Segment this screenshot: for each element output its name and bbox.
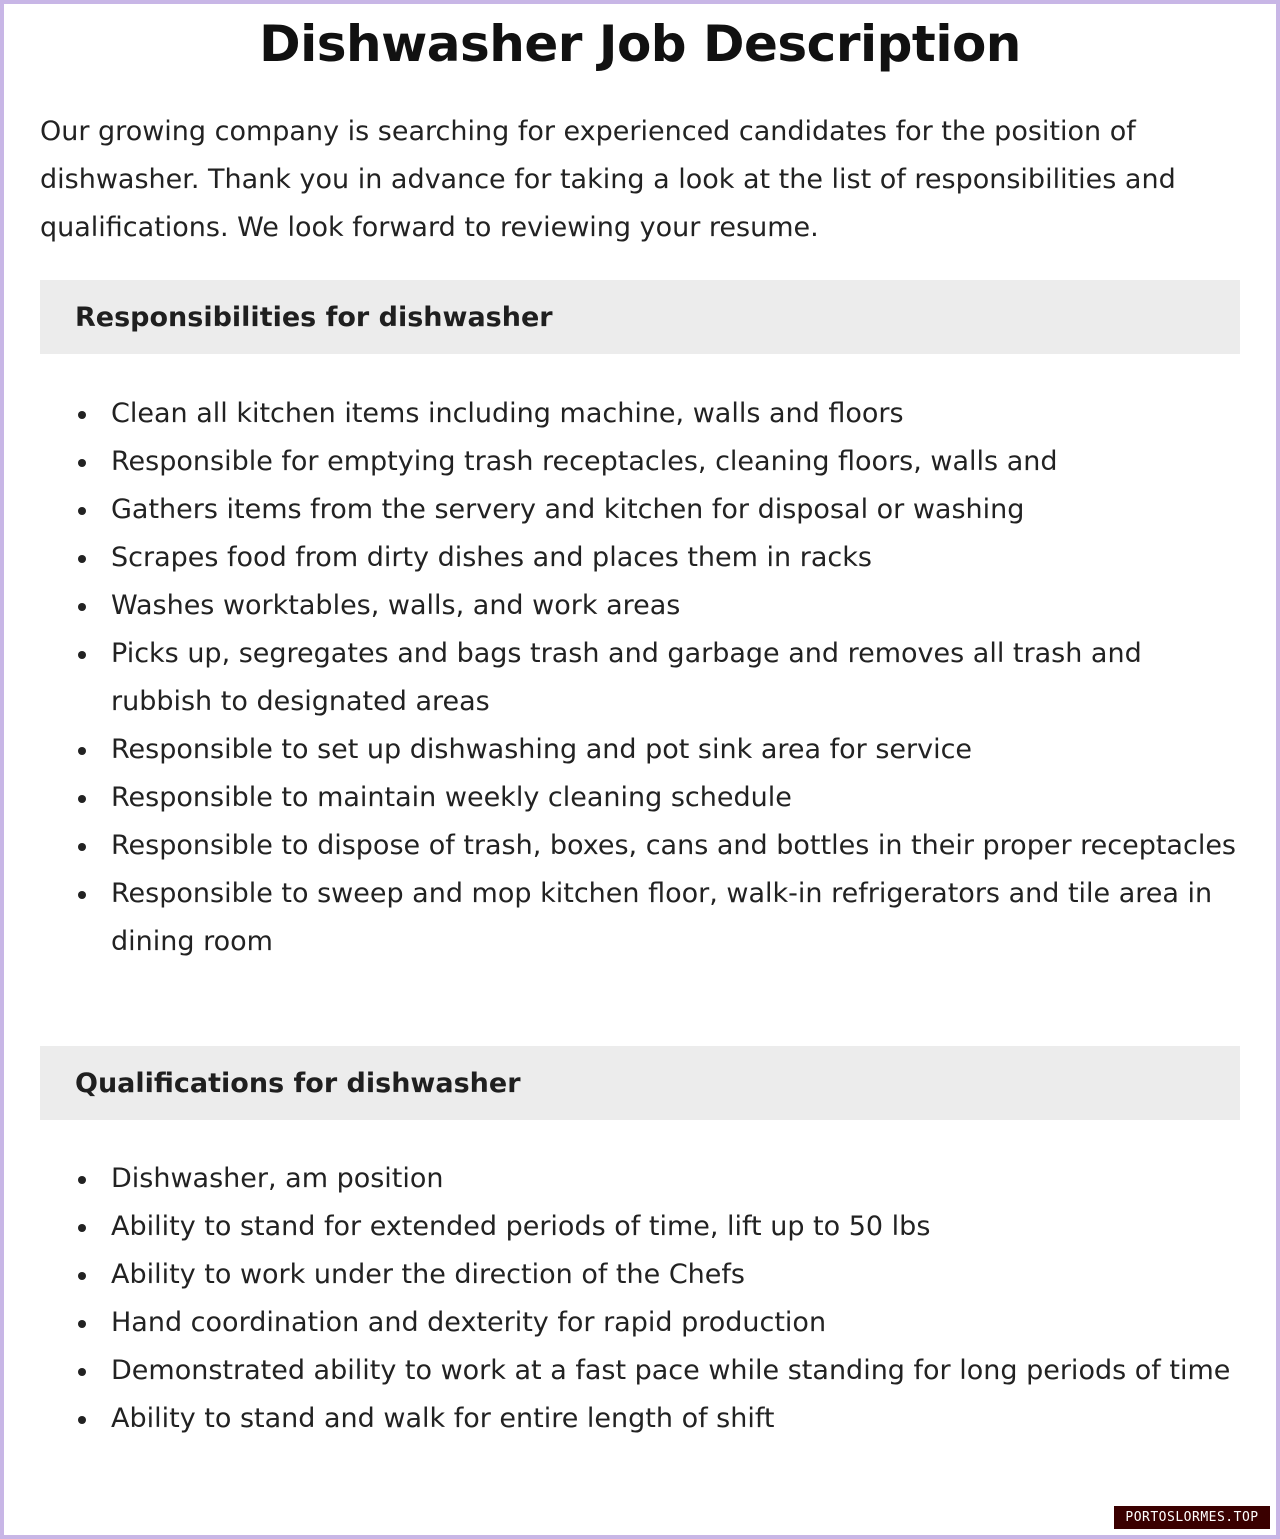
qualifications-heading: Qualifications for dishwasher <box>75 1067 521 1099</box>
list-item: Washes worktables, walls, and work areas <box>40 582 1246 630</box>
list-item: Responsible to sweep and mop kitchen floor, walk-in refrigerators and tile area in dining room <box>40 870 1246 966</box>
list-item: Picks up, segregates and bags trash and garbage and removes all trash and rubbish to designated areas <box>40 630 1246 726</box>
bullet-icon <box>78 507 86 515</box>
bullet-icon <box>78 603 86 611</box>
bullet-icon <box>78 747 86 755</box>
watermark-label: PORTOSLORMES.TOP <box>1114 1506 1270 1529</box>
bullet-icon <box>78 1416 86 1424</box>
responsibilities-heading: Responsibilities for dishwasher <box>75 301 553 333</box>
bullet-icon <box>78 651 86 659</box>
bullet-icon <box>78 795 86 803</box>
list-item: Ability to stand and walk for entire length of shift <box>40 1395 1246 1443</box>
list-item: Responsible for emptying trash receptacles, cleaning floors, walls and <box>40 438 1246 486</box>
bullet-icon <box>78 555 86 563</box>
bullet-icon <box>78 1272 86 1280</box>
qualifications-section-header <box>40 1046 1240 1120</box>
list-item: Clean all kitchen items including machine, walls and floors <box>40 390 1246 438</box>
bullet-icon <box>78 1224 86 1232</box>
list-item: Responsible to dispose of trash, boxes, cans and bottles in their proper receptacles <box>40 822 1246 870</box>
responsibilities-list <box>40 390 1246 966</box>
bullet-icon <box>78 1368 86 1376</box>
bullet-icon <box>78 843 86 851</box>
responsibilities-section-header <box>40 280 1240 354</box>
page-title: Dishwasher Job Description <box>259 15 1021 73</box>
qualifications-list <box>40 1155 1246 1443</box>
list-item: Scrapes food from dirty dishes and places them in racks <box>40 534 1246 582</box>
list-item: Ability to stand for extended periods of time, lift up to 50 lbs <box>40 1203 1246 1251</box>
list-item: Hand coordination and dexterity for rapid production <box>40 1299 1246 1347</box>
list-item: Gathers items from the servery and kitchen for disposal or washing <box>40 486 1246 534</box>
list-item: Responsible to set up dishwashing and pot sink area for service <box>40 726 1246 774</box>
list-item: Responsible to maintain weekly cleaning schedule <box>40 774 1246 822</box>
bullet-icon <box>78 411 86 419</box>
bullet-icon <box>78 459 86 467</box>
list-item: Demonstrated ability to work at a fast pace while standing for long periods of time <box>40 1347 1246 1395</box>
bullet-icon <box>78 1176 86 1184</box>
list-item: Ability to work under the direction of the Chefs <box>40 1251 1246 1299</box>
list-item: Dishwasher, am position <box>40 1155 1246 1203</box>
intro-paragraph: Our growing company is searching for experienced candidates for the position of dishwasher. Thank you in advance for taking a look at the list of responsibilities and qualifications. We look forward to reviewing your resume. <box>40 116 1176 243</box>
bullet-icon <box>78 891 86 899</box>
bullet-icon <box>78 1320 86 1328</box>
